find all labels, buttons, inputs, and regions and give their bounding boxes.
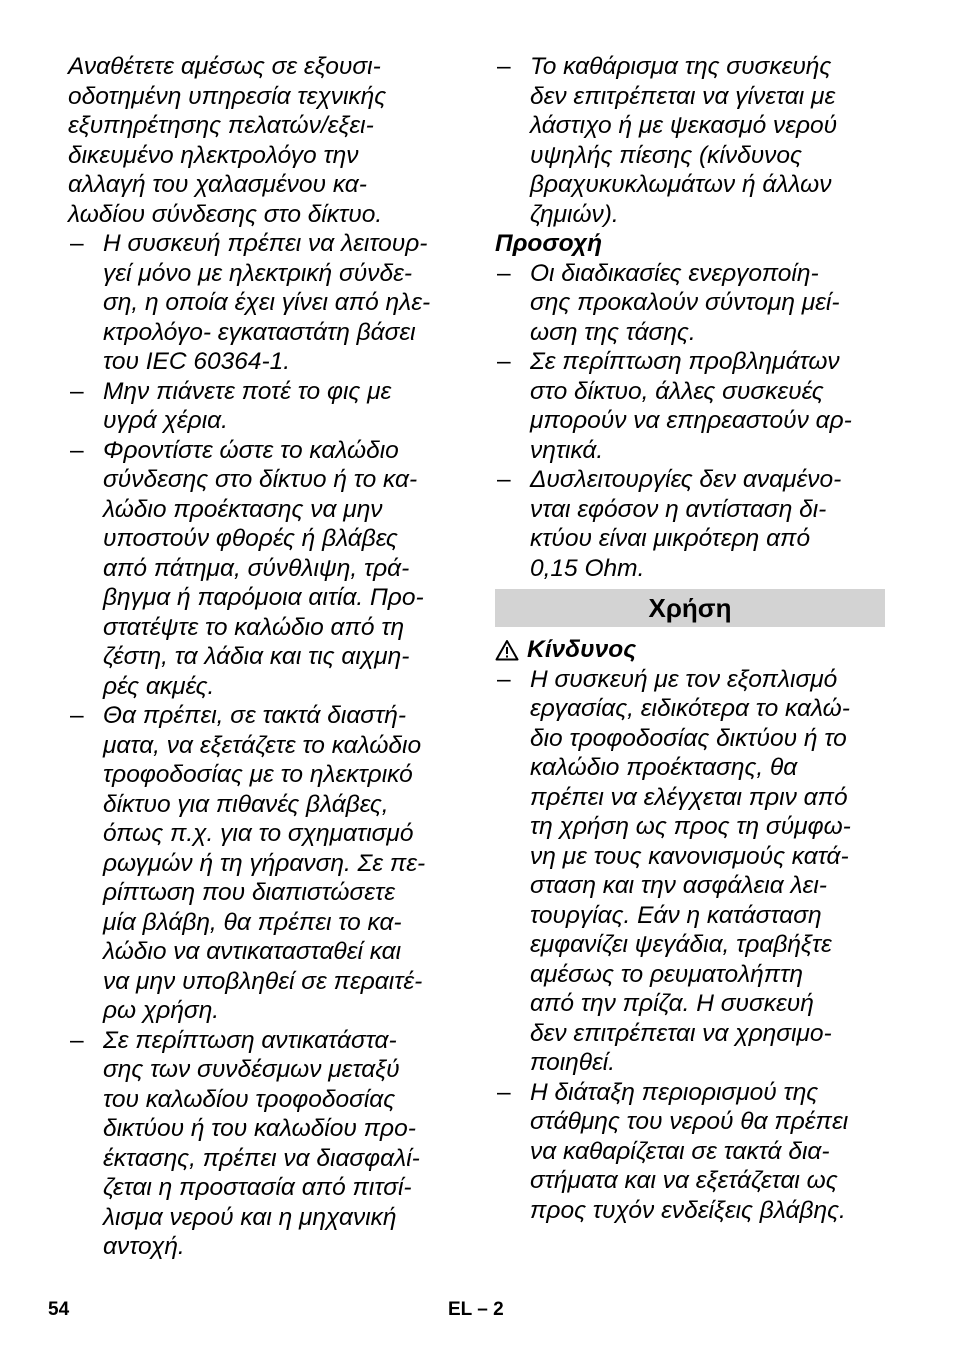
text-line: βηγμα ή παρόμοια αιτία. Προ-	[103, 584, 424, 611]
language-code: EL	[448, 1299, 472, 1320]
text-line: σύνδεσης στο δίκτυο ή το κα-	[103, 466, 418, 493]
text-line: στατέψτε το καλώδιο από τη	[103, 613, 405, 641]
text-line: Οι διαδικασίες ενεργοποίη-	[530, 259, 819, 287]
text-line: ματα, να εξετάζετε το καλώδιο	[103, 731, 422, 759]
text-line: Δυσλειτουργίες δεν αναμένο-	[530, 466, 842, 493]
text-line: στήματα και να εξετάζεται ως	[530, 1167, 838, 1194]
list-item	[495, 1078, 885, 1226]
dash-bullet: –	[497, 259, 511, 287]
left-column	[68, 52, 466, 1262]
text-line: Η διάταξη περιορισμού της	[530, 1078, 819, 1106]
list-item	[68, 1026, 466, 1262]
text-line: εξυπηρέτησης πελατών/εξει-	[68, 112, 374, 139]
list-item	[495, 52, 885, 229]
list-item	[68, 229, 466, 377]
text-line: στάθμης του νερού θα πρέπει	[530, 1108, 849, 1135]
text-line: νται εφόσον η αντίσταση δι-	[530, 495, 827, 523]
text-line: σης προκαλούν σύντομη μεί-	[530, 289, 840, 316]
text-line: Φροντίστε ώστε το καλώδιο	[103, 436, 399, 464]
text-line: λάστιχο ή με ψεκασμό νερού	[530, 112, 838, 139]
text-line: πρέπει να ελέγχεται πριν από	[530, 783, 848, 811]
list-item	[495, 347, 885, 465]
text-line: ωση της τάσης.	[530, 318, 696, 346]
text-line: διο τροφοδοσίας δικτύου ή το	[530, 724, 847, 752]
text-line: εργασίας, ειδικότερα το καλώ-	[530, 695, 850, 722]
list-item	[68, 436, 466, 702]
right-column	[495, 52, 885, 1225]
text-line: αμέσως το ρευματολήπτη	[530, 960, 803, 988]
text-line: από την πρίζα. Η συσκευή	[530, 990, 814, 1017]
danger-heading-row	[495, 635, 885, 665]
dash-bullet: –	[497, 466, 511, 493]
text-line: 0,15 Ohm.	[530, 554, 645, 582]
dash-bullet: –	[70, 702, 84, 729]
section-title: Χρήση	[648, 593, 732, 623]
text-line: δεν επιτρέπεται να γίνεται με	[530, 82, 836, 110]
text-line: Σε περίπτωση προβλημάτων	[530, 348, 840, 375]
dash-bullet: –	[70, 436, 84, 464]
text-line: ρές ακμές.	[103, 672, 215, 700]
text-line: αντοχή.	[103, 1233, 185, 1260]
text-line: από πάτημα, σύνθλιψη, τρά-	[103, 554, 410, 582]
text-line: ρω χρήση.	[103, 997, 220, 1024]
text-line: λώδιο προέκτασης να μην	[103, 495, 383, 523]
text-line: Αναθέτετε αμέσως σε εξουσι-	[68, 53, 381, 80]
section-title-bar	[495, 589, 885, 627]
text-line: σταση και την ασφάλεια λει-	[530, 872, 827, 899]
text-line: ση, η οποία έχει γίνει από ηλε-	[103, 289, 431, 316]
text-line: εμφανίζει ψεγάδια, τραβήξτε	[530, 931, 832, 958]
text-line: προς τυχόν ενδείξεις βλάβης.	[530, 1196, 846, 1224]
text-line: νη με τους κανονισμούς κατά-	[530, 842, 849, 870]
text-line: νητικά.	[530, 436, 604, 464]
dash-bullet: –	[497, 665, 511, 693]
text-line: του καλωδίου τροφοδοσίας	[103, 1085, 396, 1113]
dash-bullet: –	[497, 348, 511, 375]
text-line: υποστούν φθορές ή βλάβες	[103, 525, 398, 552]
text-line: δίκτυο για πιθανές βλάβες,	[103, 790, 389, 818]
warning-triangle-icon	[495, 639, 519, 661]
text-line: Θα πρέπει, σε τακτά διαστή-	[103, 702, 406, 729]
text-line: να μην υποβληθεί σε περαιτέ-	[103, 967, 423, 995]
text-line: δεν επιτρέπεται να χρησιμο-	[530, 1019, 832, 1047]
text-line: ζημιών).	[530, 200, 619, 228]
text-line: όπως π.χ. για το σχηματισμό	[103, 820, 414, 847]
list-item	[68, 377, 466, 436]
text-line: ποιηθεί.	[530, 1049, 616, 1076]
cleaning-bullet-list	[495, 52, 885, 229]
text-line: στο δίκτυο, άλλες συσκευές	[530, 377, 824, 405]
dash-bullet: –	[70, 1026, 84, 1054]
list-item	[495, 465, 885, 583]
danger-bullet-list	[495, 665, 885, 1226]
text-line: Σε περίπτωση αντικατάστα-	[103, 1026, 397, 1054]
text-line: λισμα νερού και η μηχανική	[103, 1203, 397, 1231]
list-item	[495, 259, 885, 348]
text-line: αλλαγή του χαλασμένου κα-	[68, 171, 367, 198]
text-line: οδοτημένη υπηρεσία τεχνικής	[68, 82, 387, 110]
dash-bullet: –	[497, 1078, 511, 1106]
caution-heading: Προσοχή	[495, 230, 603, 257]
text-line: του IEC 60364-1.	[103, 348, 291, 375]
text-line: υψηλής πίεσης (κίνδυνος	[530, 141, 802, 169]
text-line: σης των συνδέσμων μεταξύ	[103, 1056, 400, 1083]
text-line: τουργίας. Εάν η κατάσταση	[530, 901, 822, 929]
text-line: καλώδιο προέκτασης, θα	[530, 754, 798, 781]
text-line: κτρολόγο- εγκαταστάτη βάσει	[103, 318, 416, 346]
text-line: ρίπτωση που διαπιστώσετε	[103, 879, 395, 906]
text-line: κτύου είναι μικρότερη από	[530, 525, 811, 552]
text-line: δικευμένο ηλεκτρολόγο την	[68, 141, 359, 169]
text-line: λωδίου σύνδεσης στο δίκτυο.	[68, 200, 383, 228]
dash-bullet: –	[70, 230, 84, 257]
text-line: τη χρήση ως προς τη σύμφω-	[530, 813, 851, 840]
text-line: λώδιο να αντικατασταθεί και	[103, 938, 402, 965]
text-line: Η συσκευή με τον εξοπλισμό	[530, 665, 838, 693]
text-line: Μην πιάνετε ποτέ το φις με	[103, 377, 392, 405]
text-line: μπορούν να επηρεαστούν αρ-	[530, 407, 852, 434]
list-item	[68, 701, 466, 1026]
text-line: Το καθάρισμα της συσκευής	[530, 53, 832, 80]
text-line: δικτύου ή του καλωδίου προ-	[103, 1115, 416, 1142]
footer-section-label	[448, 1299, 504, 1321]
list-item	[495, 665, 885, 1078]
text-line: να καθαρίζεται σε τακτά δια-	[530, 1137, 830, 1165]
text-line: έκτασης, πρέπει να διασφαλί-	[103, 1144, 420, 1172]
dash-bullet: –	[497, 53, 511, 80]
text-line: υγρά χέρια.	[103, 407, 228, 434]
danger-heading: Κίνδυνος	[527, 636, 637, 663]
text-line: γεί μόνο με ηλεκτρική σύνδε-	[103, 259, 413, 287]
text-line: Η συσκευή πρέπει να λειτουρ-	[103, 230, 428, 257]
intro-paragraph	[68, 52, 466, 229]
text-line: μία βλάβη, θα πρέπει το κα-	[103, 908, 402, 936]
text-line: ζεται η προστασία από πιτσί-	[103, 1174, 412, 1201]
dash-bullet: –	[70, 377, 84, 405]
text-line: ρωγμών ή τη γήρανση. Σε πε-	[103, 849, 426, 877]
text-line: βραχυκυκλωμάτων ή άλλων	[530, 171, 832, 198]
left-bullet-list	[68, 229, 466, 1262]
caution-bullet-list	[495, 259, 885, 584]
text-line: ζέστη, τα λάδια και τις αιχμη-	[103, 643, 410, 670]
page-number: 54	[48, 1299, 70, 1320]
section-ref: – 2	[477, 1299, 504, 1320]
text-line: τροφοδοσίας με το ηλεκτρικό	[103, 761, 413, 788]
